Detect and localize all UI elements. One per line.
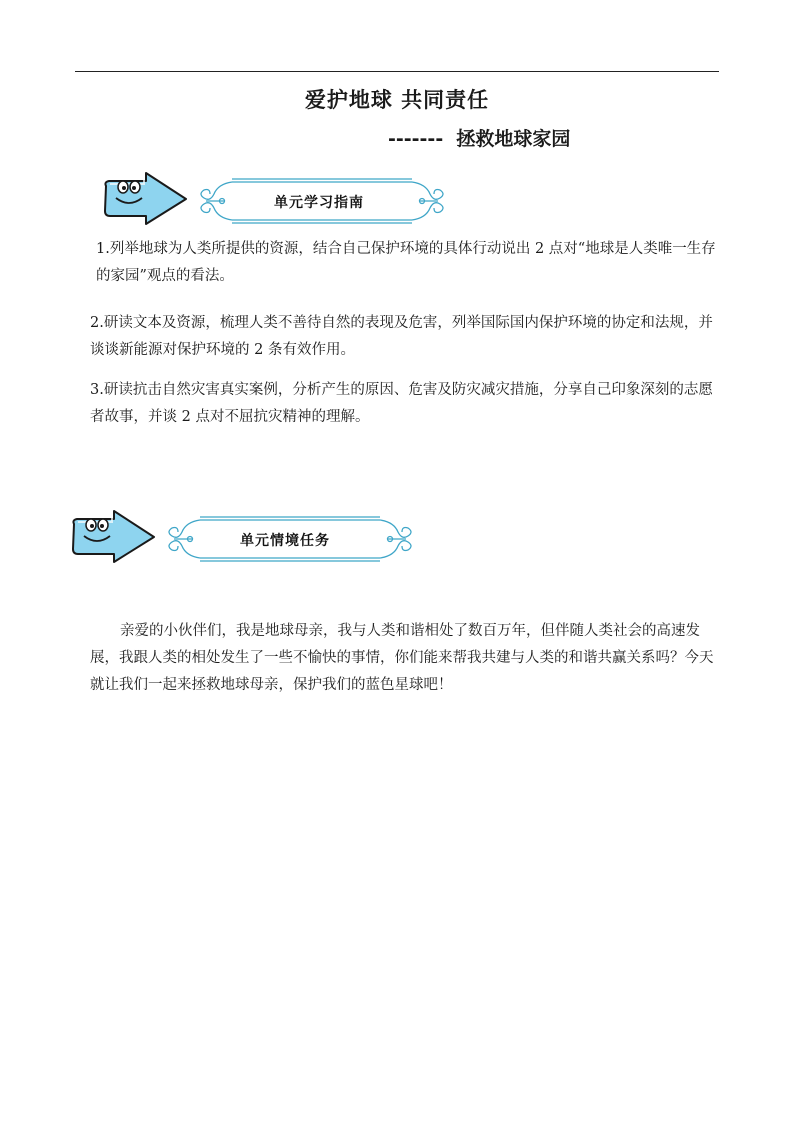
smiling-arrow-icon (73, 511, 154, 562)
guide-item-3: 3.研读抗击自然灾害真实案例，分析产生的原因、危害及防灾减灾措施，分享自己印象深刻的志愿者故事，并谈 2 点对不屈抗灾精神的理解。 (90, 382, 713, 425)
banner-label-guide: 单元学习指南 (274, 195, 364, 211)
banner-label-task: 单元情境任务 (240, 533, 330, 549)
guide-item-1: 1.列举地球为人类所提供的资源，结合自己保护环境的具体行动说出 2 点对“地球是人类唯一生存的家园”观点的看法。 (96, 241, 716, 284)
page-subtitle: ------- 拯救地球家园 (388, 128, 571, 150)
smiling-arrow-icon (105, 173, 186, 224)
section-banner-guide (100, 172, 446, 228)
page-title: 爱护地球 共同责任 (304, 88, 490, 112)
section-banner-task (68, 510, 414, 566)
task-paragraph: 亲爱的小伙伴们，我是地球母亲，我与人类和谐相处了数百万年，但伴随人类社会的高速发展，我跟人类的相处发生了一些不愉快的事情，你们能来帮我共建与人类的和谐共赢关系吗？今天就让我们一起来拯救地球母亲，保护我们的蓝色星球吧！ (90, 623, 714, 693)
guide-item-2: 2.研读文本及资源，梳理人类不善待自然的表现及危害，列举国际国内保护环境的协定和法规，并谈谈新能源对保护环境的 2 条有效作用。 (90, 315, 713, 358)
header-rule (75, 71, 719, 72)
